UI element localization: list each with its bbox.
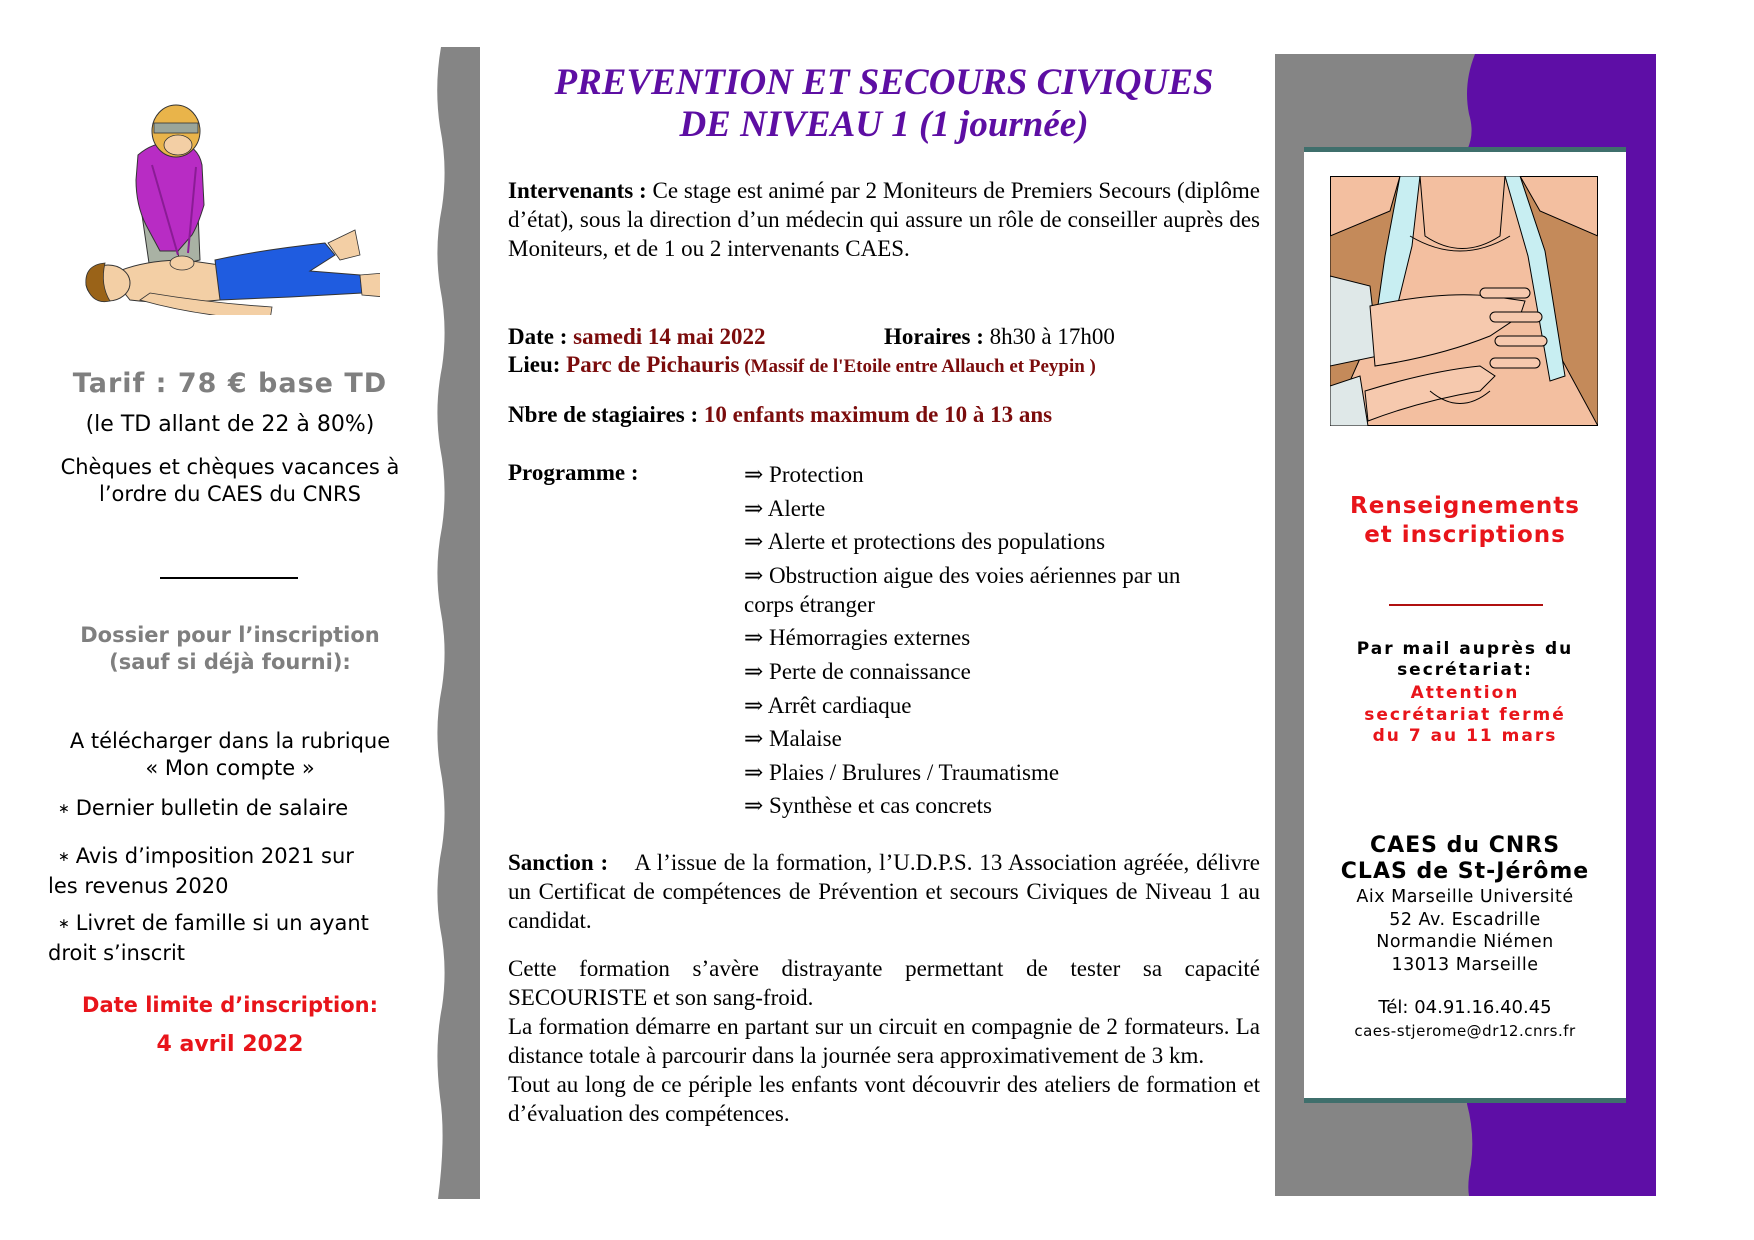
address-block (1304, 886, 1626, 976)
arrow-right-icon: ⇒ (744, 529, 764, 555)
document-item-text: Livret de famille si un ayant (75, 911, 369, 935)
mail-instruction (1304, 639, 1626, 681)
programme-item (744, 527, 1264, 556)
programme-item-text: Perte de connaissance (769, 658, 971, 684)
card-divider (1389, 604, 1543, 606)
date-value: samedi 14 mai 2022 (573, 324, 766, 349)
lieu-label: Lieu: (508, 352, 567, 377)
left-panel (40, 0, 420, 1240)
renseignements-heading (1304, 492, 1626, 550)
description-paragraph-3: Tout au long de ce périple les enfants vont découvrir des ateliers de formation et d’évaluation des compétences. (508, 1072, 1260, 1126)
arrow-right-icon: ⇒ (744, 726, 764, 752)
programme-item (744, 657, 1264, 686)
sanction-label: Sanction : (508, 850, 609, 875)
horaires-value: 8h30 à 17h00 (983, 324, 1115, 349)
programme-item-text: Hémorragies externes (769, 625, 971, 651)
phone-number: Tél: 04.91.16.40.45 (1378, 997, 1552, 1018)
td-range-text: (le TD allant de 22 à 80%) (85, 412, 375, 437)
title-line-2: DE NIVEAU 1 (1 journée) (679, 104, 1089, 145)
programme-item (744, 460, 1264, 489)
date-line (508, 322, 1260, 351)
document-item (48, 795, 428, 825)
arrow-right-icon: ⇒ (744, 759, 764, 785)
arrow-right-icon: ⇒ (744, 793, 764, 819)
lieu-line (508, 350, 1260, 381)
stagiaires-label: Nbre de stagiaires : (508, 402, 704, 427)
programme-item (744, 561, 1234, 619)
left-decorative-strip (436, 47, 480, 1199)
sanction-text: A l’issue de la formation, l’U.D.P.S. 13 Association agréée, délivre un Certificat de compétences de Prévention et secours Civiques de Niveau 1 au candidat. (508, 850, 1266, 933)
programme-item-text: Protection (769, 462, 864, 487)
sanction-section (508, 848, 1266, 935)
renseignements-line-2: et inscriptions (1364, 522, 1566, 548)
deadline-label: Date limite d’inscription: (82, 993, 378, 1017)
programme-item-text: Plaies / Brulures / Traumatisme (769, 759, 1060, 785)
programme-item-text: Malaise (769, 726, 842, 752)
intervenants-label: Intervenants : (508, 178, 647, 203)
description-section (508, 954, 1260, 1128)
horaires (884, 322, 1115, 351)
stagiaires-line (508, 400, 1260, 429)
org-line-2: CLAS de St-Jérôme (1340, 859, 1590, 884)
attention-line-3: du 7 au 11 mars (1372, 726, 1558, 746)
dossier-heading (40, 622, 420, 676)
download-line-2: « Mon compte » (145, 756, 315, 780)
document-item-text-cont: les revenus 2020 (48, 874, 229, 898)
attention-line-2: secrétariat fermé (1364, 704, 1566, 725)
programme-item (744, 791, 1264, 820)
download-line-1: A télécharger dans la rubrique (69, 729, 391, 753)
payment-methods-text (40, 454, 420, 508)
renseignements-line-1: Renseignements (1350, 493, 1580, 519)
document-item-text: Avis d’imposition 2021 sur (75, 844, 354, 868)
dossier-line-2: (sauf si déjà fourni): (109, 650, 351, 674)
programme-list (744, 460, 1264, 825)
date-label: Date : (508, 324, 574, 349)
horaires-label: Horaires : (884, 324, 984, 349)
page-title (508, 62, 1260, 146)
programme-item-text: Synthèse et cas concrets (769, 793, 992, 819)
programme-item-text: Obstruction aigue des voies aériennes par un corps étranger (744, 562, 1181, 617)
arrow-right-icon: ⇒ (744, 562, 764, 588)
address-line-4: 13013 Marseille (1391, 954, 1539, 975)
tarif-text: Tarif : 78 € base TD (72, 368, 388, 399)
lieu-value: Parc de Pichauris (566, 352, 740, 377)
document-item (48, 910, 428, 967)
programme-item (744, 758, 1264, 787)
bullet-star-icon: ∗ (58, 801, 70, 817)
cheques-line-1: Chèques et chèques vacances à (60, 455, 400, 479)
cheques-line-2: l’ordre du CAES du CNRS (99, 482, 361, 506)
programme-item (744, 691, 1264, 720)
bullet-star-icon: ∗ (58, 849, 70, 865)
cpr-illustration-icon (60, 55, 380, 315)
mail-line-2: secrétariat: (1397, 660, 1533, 680)
email-link[interactable]: caes-stjerome@dr12.cnrs.fr (1354, 1022, 1576, 1040)
left-divider (160, 577, 298, 579)
bullet-star-icon: ∗ (58, 916, 70, 932)
document-item-text: Dernier bulletin de salaire (75, 796, 349, 820)
programme-item (744, 623, 1264, 652)
stagiaires-value: 10 enfants maximum de 10 à 13 ans (703, 402, 1053, 427)
deadline-date: 4 avril 2022 (156, 1032, 304, 1057)
document-item (48, 843, 428, 900)
intervenants-section (508, 176, 1260, 263)
description-paragraph-2: La formation démarre en partant sur un circuit en compagnie de 2 formateurs. La distance totale à parcourir dans la journée sera approximativement de 3 km. (508, 1014, 1260, 1068)
programme-label: Programme : (508, 460, 639, 485)
document-item-text-cont: droit s’inscrit (48, 941, 186, 965)
programme-item (744, 494, 1264, 523)
attention-line-1: Attention (1410, 683, 1520, 703)
arrow-right-icon: ⇒ (744, 462, 764, 487)
contact-card (1304, 147, 1626, 1103)
arrow-right-icon: ⇒ (744, 495, 764, 521)
arrow-right-icon: ⇒ (744, 658, 764, 684)
mail-line-1: Par mail auprès du (1356, 639, 1574, 659)
intervenants-text: Ce stage est animé par 2 Moniteurs de Premiers Secours (diplôme d’état), sous la direction d’un médecin qui assure un rôle de conseiller auprès des Moniteurs, et de 1 ou 2 intervenants CAES. (508, 178, 1260, 261)
description-paragraph-1: Cette formation s’avère distrayante permettant de tester sa capacité SECOURISTE et son sang-froid. (508, 956, 1260, 1010)
programme-item-text: Arrêt cardiaque (767, 692, 912, 718)
title-line-1: PREVENTION ET SECOURS CIVIQUES (554, 62, 1214, 103)
programme-item-text: Alerte (767, 495, 826, 521)
address-line-3: Normandie Niémen (1376, 932, 1554, 952)
programme-item (744, 724, 1264, 753)
closure-notice (1304, 683, 1626, 748)
programme-item-text: Alerte et protections des populations (767, 529, 1106, 555)
lieu-detail: (Massif de l'Etoile entre Allauch et Peypin ) (739, 356, 1096, 377)
chest-compression-illustration-icon (1330, 176, 1598, 426)
arrow-right-icon: ⇒ (744, 692, 764, 718)
dossier-line-1: Dossier pour l’inscription (80, 623, 380, 647)
address-line-1: Aix Marseille Université (1356, 887, 1574, 907)
organization-name (1304, 833, 1626, 885)
arrow-right-icon: ⇒ (744, 625, 764, 651)
address-line-2: 52 Av. Escadrille (1389, 909, 1541, 930)
org-line-1: CAES du CNRS (1369, 833, 1561, 858)
download-instructions (40, 728, 420, 782)
